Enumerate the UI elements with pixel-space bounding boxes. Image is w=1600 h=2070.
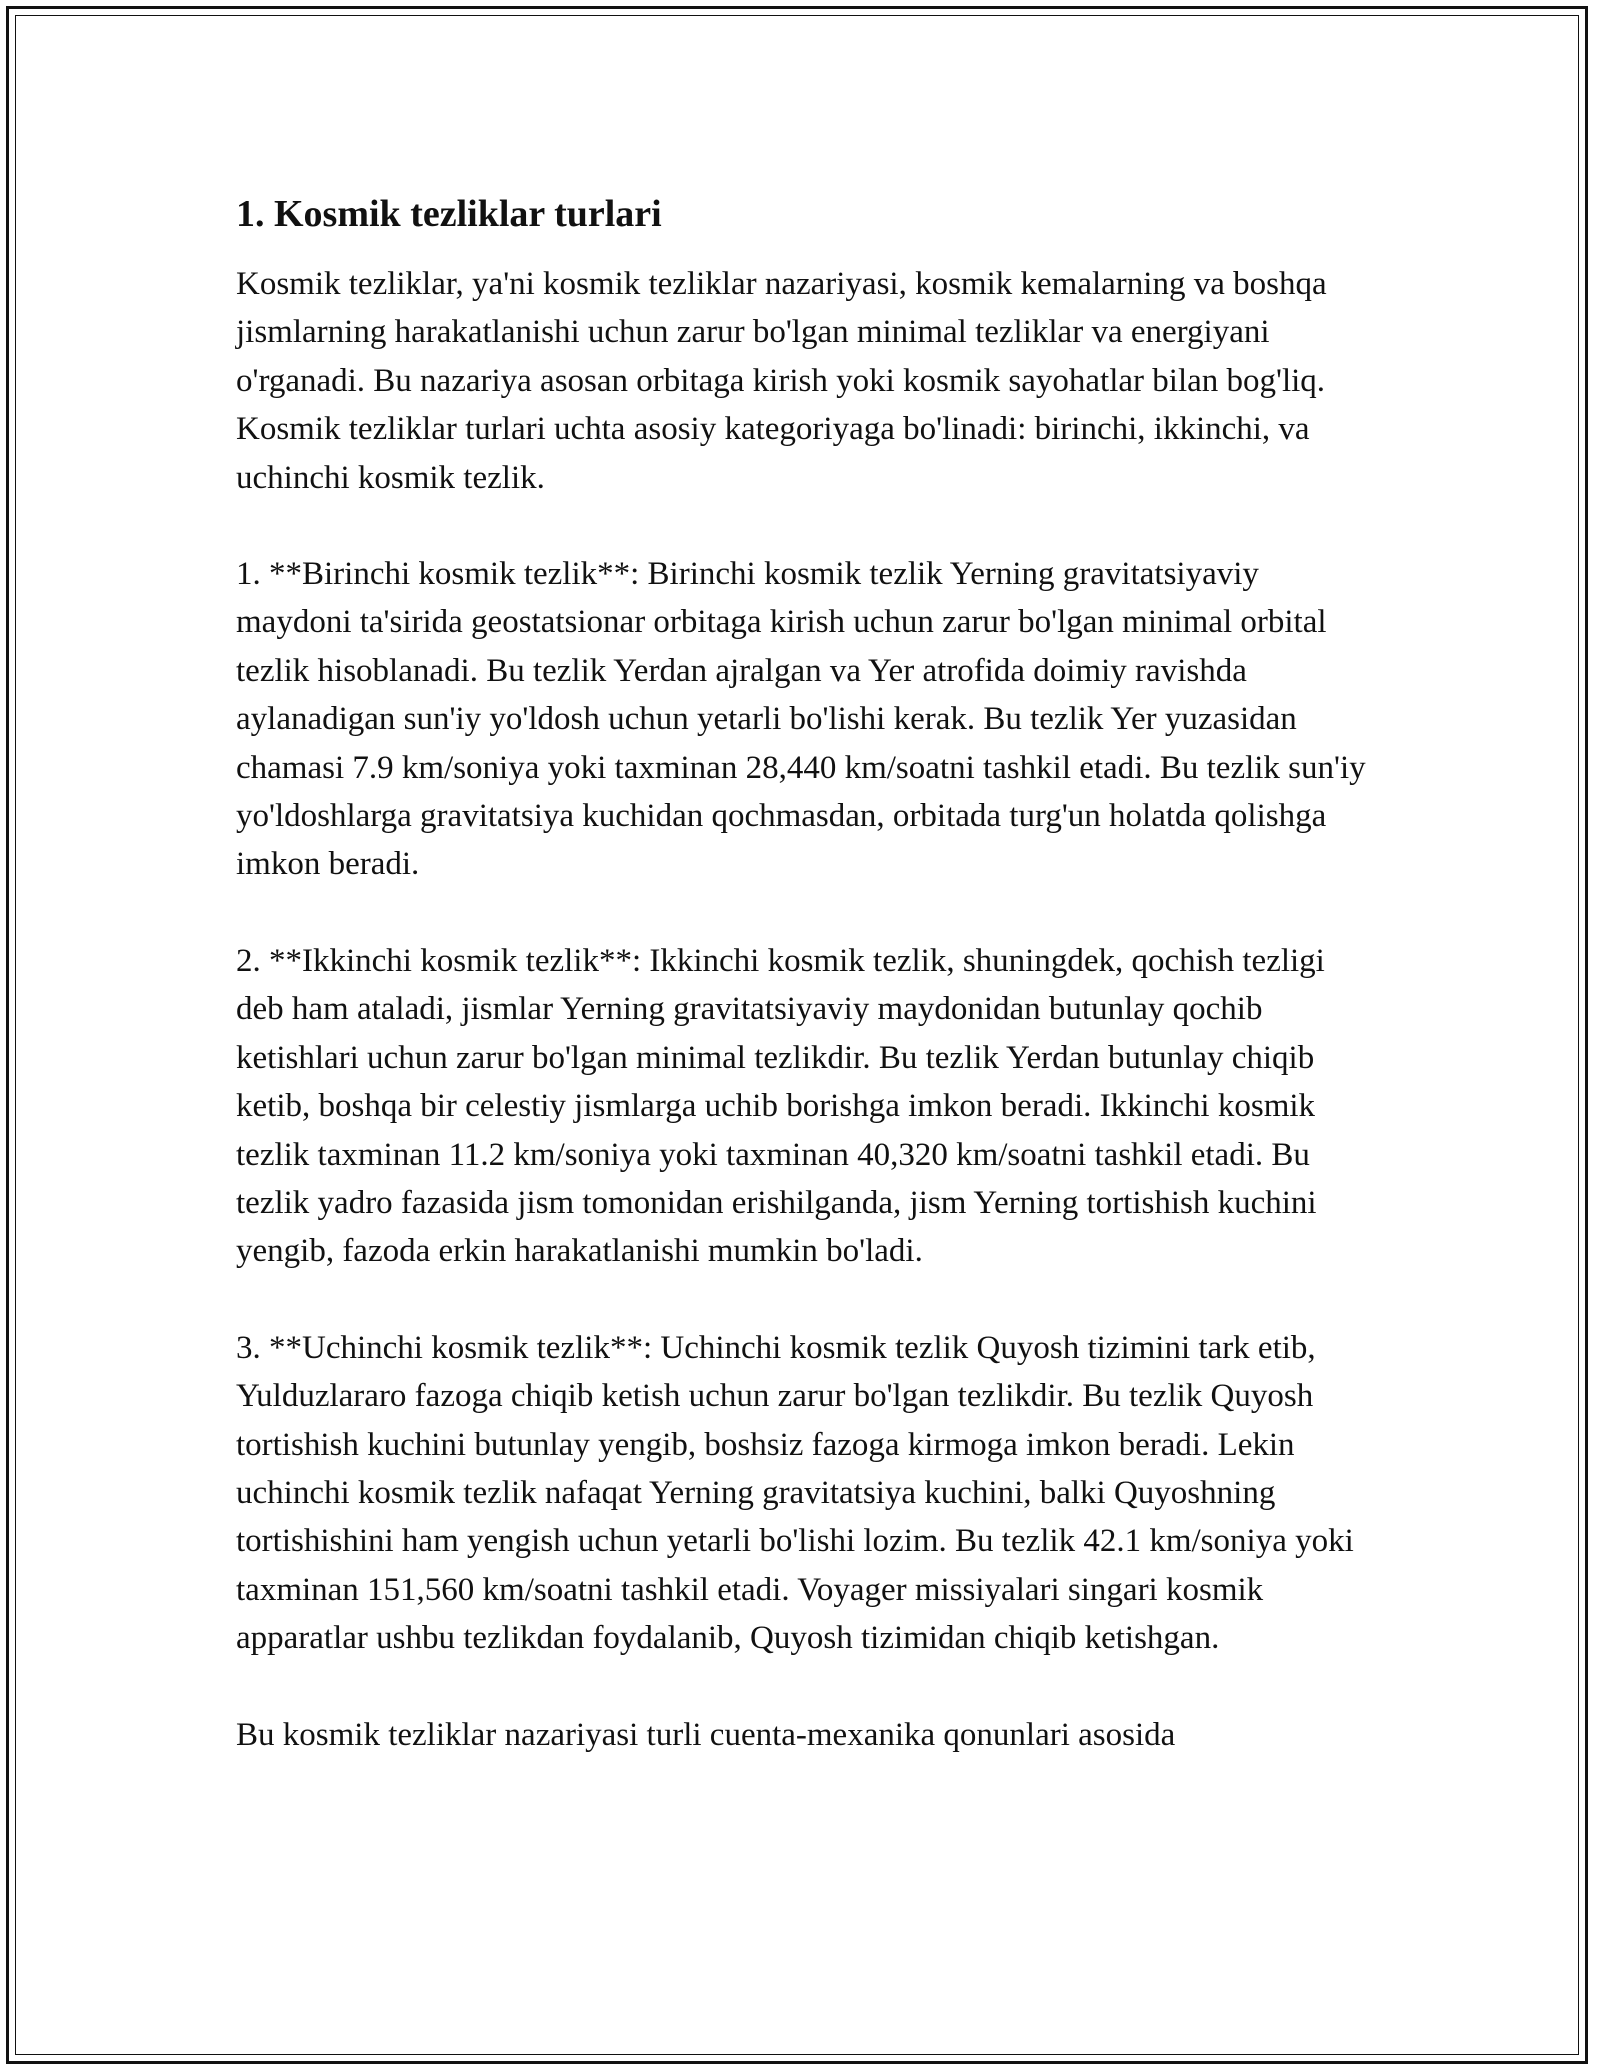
second-cosmic-velocity-paragraph: 2. **Ikkinchi kosmik tezlik**: Ikkinchi kosmik tezlik, shuningdek, qochish tezligi deb ham ataladi, jismlar Yerning gravitatsiyaviy maydonidan butunlay qochib ketishlari uchun zarur bo'lgan minimal tezlikdir. Bu tezlik Yerdan butunlay chiqib ketib, boshqa bir celestiy jismlarga uchib borishga imkon beradi. Ikkinchi kosmik tezlik taxminan 11.2 km/soniya yoki taxminan 40,320 km/soatni tashkil etadi. Bu tezlik yadro fazasida jism tomonidan erishilganda, jism Yerning tortishish kuchini yengib, fazoda erkin harakatlanishi mumkin bo'ladi. (236, 942, 1325, 1270)
closing-paragraph: Bu kosmik tezliklar nazariyasi turli cuenta-mexanika qonunlari asosida (236, 1716, 1176, 1753)
intro-paragraph: Kosmik tezliklar, ya'ni kosmik tezliklar nazariyasi, kosmik kemalarning va boshqa jismlarning harakatlanishi uchun zarur bo'lgan minimal tezliklar va energiyani o'rganadi. Bu nazariya asosan orbitaga kirish yoki kosmik sayohatlar bilan bog'liq. Kosmik tezliklar turlari uchta asosiy kategoriyaga bo'linadi: birinchi, ikkinchi, va uchinchi kosmik tezlik. (236, 266, 1327, 496)
first-cosmic-velocity-paragraph: 1. **Birinchi kosmik tezlik**: Birinchi kosmik tezlik Yerning gravitatsiyaviy maydoni ta'sirida geostatsionar orbitaga kirish uchun zarur bo'lgan minimal orbital tezlik hisoblanadi. Bu tezlik Yerdan ajralgan va Yer atrofida doimiy ravishda aylanadigan sun'iy yo'ldosh uchun yetarli bo'lishi kerak. Bu tezlik Yer yuzasidan chamasi 7.9 km/soniya yoki taxminan 28,440 km/soatni tashkil etadi. Bu tezlik sun'iy yo'ldoshlarga gravitatsiya kuchidan qochmasdan, orbitada turg'un holatda qolishga imkon beradi. (236, 556, 1366, 883)
document-heading: 1. Kosmik tezliklar turlari (236, 193, 662, 235)
document-body (236, 186, 1366, 1759)
third-cosmic-velocity-paragraph: 3. **Uchinchi kosmik tezlik**: Uchinchi kosmik tezlik Quyosh tizimini tark etib, Yulduzlararo fazoga chiqib ketish uchun zarur bo'lgan tezlikdir. Bu tezlik Quyosh tortishish kuchini butunlay yengib, boshsiz fazoga kirmoga imkon beradi. Lekin uchinchi kosmik tezlik nafaqat Yerning gravitatsiya kuchini, balki Quyoshning tortishishini ham yengish uchun yetarli bo'lishi lozim. Bu tezlik 42.1 km/soniya yoki taxminan 151,560 km/soatni tashkil etadi. Voyager missiyalari singari kosmik apparatlar ushbu tezlikdan foydalanib, Quyosh tizimidan chiqib ketishgan. (236, 1329, 1354, 1657)
